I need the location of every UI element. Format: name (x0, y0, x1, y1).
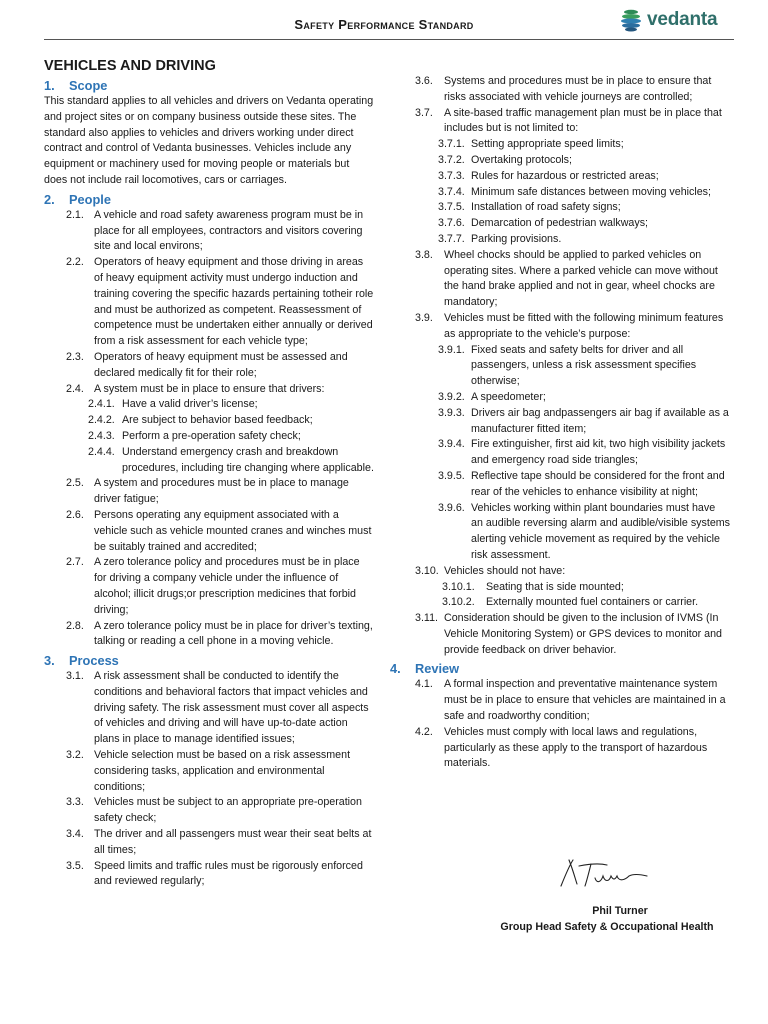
signatory-role: Group Head Safety & Occupational Health (500, 921, 714, 933)
item-number: 3.7.5. (438, 201, 465, 214)
list-item (390, 106, 730, 138)
sub-list-item (44, 429, 374, 445)
list-item (44, 382, 374, 398)
item-number: 2.6. (66, 508, 84, 521)
sub-list-item (390, 595, 730, 611)
item-text: A system and procedures must be in place to manage driver fatigue; (94, 477, 349, 506)
section-number: 1. (44, 78, 55, 93)
item-text: Seating that is side mounted; (486, 580, 624, 593)
list-item (44, 555, 374, 618)
item-number: 2.2. (66, 256, 84, 269)
item-number: 4.2. (415, 725, 433, 738)
section-title: Review (415, 661, 460, 677)
item-text: Parking provisions. (471, 232, 562, 245)
list-item (44, 255, 374, 350)
section-title: Process (69, 653, 119, 669)
section-heading-review (390, 660, 730, 677)
item-text: Wheel chocks should be applied to parked vehicles on operating sites. Where a parked vehicle can move without the hand brake applied and not in gear, wheel chocks are mandatory; (444, 248, 718, 309)
item-number: 3.9.1. (438, 343, 465, 356)
item-number: 2.4.3. (88, 429, 115, 442)
right-column (390, 74, 730, 772)
item-text: Fire extinguisher, first aid kit, two high visibility jackets and emergency road side triangles; (471, 438, 726, 467)
sub-list-item (390, 232, 730, 248)
list-item (390, 74, 730, 106)
section-title: Scope (69, 78, 108, 93)
item-text: Vehicle selection must be based on a risk assessment considering tasks, application and environmental conditions; (94, 749, 351, 793)
list-item (390, 677, 730, 724)
item-number: 3.6. (415, 75, 433, 87)
item-text: Vehicles should not have: (444, 564, 566, 577)
item-text: Speed limits and traffic rules must be rigorously enforced and reviewed regularly; (94, 859, 363, 888)
item-text: A speedometer; (471, 390, 546, 403)
item-number: 3.11. (415, 612, 438, 625)
item-text: Setting appropriate speed limits; (471, 138, 624, 151)
signatory-name: Phil Turner (592, 905, 648, 917)
sub-list-item (44, 445, 374, 477)
item-text: Perform a pre-operation safety check; (122, 429, 301, 442)
item-number: 2.1. (66, 208, 84, 221)
item-number: 2.5. (66, 477, 84, 490)
sub-list-item (44, 397, 374, 413)
item-number: 2.4.4. (88, 445, 115, 458)
item-text: A zero tolerance policy must be in place for driver’s texting, talking or reading a cell phone in a moving vehicle. (94, 619, 373, 648)
list-item (390, 611, 730, 658)
item-text: Operators of heavy equipment must be assessed and declared medically fit for their role; (94, 350, 348, 379)
item-number: 3.9.6. (438, 501, 465, 514)
item-number: 3.7.1. (438, 138, 465, 151)
section-number: 2. (44, 191, 55, 207)
item-number: 3.3. (66, 796, 84, 809)
item-text: A system must be in place to ensure that drivers: (94, 382, 325, 395)
list-item (44, 795, 374, 827)
sub-list-item (390, 153, 730, 169)
item-number: 3.10.2. (442, 596, 475, 609)
item-text: The driver and all passengers must wear their seat belts at all times; (94, 828, 372, 856)
item-text: Drivers air bag andpassengers air bag if available as a manufacturer fitted item; (471, 406, 729, 435)
page-header (0, 0, 768, 40)
section-number: 3. (44, 653, 55, 669)
item-text: Vehicles must be fitted with the following minimum features as appropriate to the vehicle’s purpose: (444, 311, 724, 340)
item-number: 3.7.6. (438, 217, 465, 230)
item-number: 3.5. (66, 859, 84, 872)
item-text: Vehicles working within plant boundaries must have an audible reversing alarm and audible/visible systems alerting vehicle movement as required by the vehicle risk assessment. (471, 501, 731, 561)
item-number: 3.9.4. (438, 438, 465, 451)
sub-list-item (390, 216, 730, 232)
list-item (44, 350, 374, 382)
item-number: 3.8. (415, 248, 433, 261)
scope-paragraph: This standard applies to all vehicles and drivers on Vedanta operating and project sites or on company business outside these sites. The standard also applies to vehicles and drivers working under direct contract and control of Vedanta businesses. Vehicles include any equipment or machinery used for moving people or materials but does not include rail locomotives, cars or carriages. (44, 95, 374, 186)
sub-list-item (390, 580, 730, 596)
item-number: 3.9.2. (438, 390, 465, 403)
section-heading-scope (44, 77, 374, 94)
sub-list-item (390, 501, 730, 564)
item-number: 2.7. (66, 556, 84, 569)
sub-list-item (390, 437, 730, 469)
item-text: A formal inspection and preventative maintenance system must be in place to ensure that vehicles are maintained in a safe and roadworthy condition; (444, 678, 726, 723)
section-heading-people (44, 191, 374, 208)
item-number: 4.1. (415, 678, 433, 691)
item-number: 3.2. (66, 749, 84, 762)
header-divider (44, 39, 734, 40)
item-text: Overtaking protocols; (471, 153, 572, 166)
list-item (390, 564, 730, 580)
item-text: Understand emergency crash and breakdown procedures, including tire changing where applicable. (122, 445, 374, 474)
item-text: Consideration should be given to the inclusion of IVMS (In Vehicle Monitoring System) or GPS devices to monitor and provide feedback on driver behavior. (444, 612, 722, 656)
header-title: Safety Performance Standard (294, 17, 474, 32)
item-text: Have a valid driver’s license; (122, 398, 258, 411)
item-number: 3.10.1. (442, 580, 475, 593)
item-number: 2.4.1. (88, 398, 115, 411)
item-number: 3.9.3. (438, 406, 465, 419)
item-text: Vehicles must be subject to an appropriate pre-operation safety check; (94, 796, 362, 825)
list-item (44, 508, 374, 555)
section-number: 4. (390, 661, 401, 677)
item-text: Minimum safe distances between moving vehicles; (471, 185, 711, 198)
item-text: Installation of road safety signs; (471, 201, 621, 214)
list-item (44, 827, 374, 859)
list-item (44, 208, 374, 255)
item-text: Operators of heavy equipment and those driving in areas of heavy equipment activity must undergo induction and training covering the specific hazards pertaining totheir role and must be authorized as competent. Reassessment of competence must be undertaken either annually or derived from a risk assessment for each vehicle type; (94, 256, 374, 348)
item-number: 3.9.5. (438, 469, 465, 482)
item-number: 3.7.4. (438, 185, 465, 198)
item-number: 3.4. (66, 828, 84, 841)
item-number: 3.7.7. (438, 232, 465, 245)
list-item (44, 859, 374, 891)
item-text: Reflective tape should be considered for the front and rear of the vehicles to enhance visibility at night; (471, 469, 725, 498)
list-item (44, 619, 374, 651)
sub-list-item (390, 343, 730, 390)
sub-list-item (390, 137, 730, 153)
item-number: 3.9. (415, 311, 433, 324)
sub-list-item (390, 406, 730, 438)
item-number: 2.4. (66, 382, 84, 395)
handwritten-signature (555, 856, 655, 892)
sub-list-item (390, 390, 730, 406)
list-item (390, 248, 730, 311)
item-text: Demarcation of pedestrian walkways; (471, 217, 649, 230)
item-number: 3.7.2. (438, 153, 465, 166)
item-text: Vehicles must comply with local laws and regulations, particularly as these apply to the transport of hazardous materials. (444, 725, 708, 770)
item-text: Persons operating any equipment associated with a vehicle such as vehicle mounted cranes and winches must be suitably trained and accredited; (94, 508, 372, 553)
item-number: 2.4.2. (88, 414, 115, 427)
list-item (44, 476, 374, 508)
item-text: Rules for hazardous or restricted areas; (471, 169, 659, 182)
vedanta-logo (620, 6, 717, 34)
logo-text: vedanta (647, 9, 718, 30)
list-item (44, 748, 374, 795)
item-text: Systems and procedures must be in place to ensure that risks associated with vehicle journeys are controlled; (444, 75, 712, 103)
section-heading-process (44, 652, 374, 669)
vedanta-logo-icon (620, 8, 642, 32)
item-number: 3.7.3. (438, 169, 465, 182)
item-number: 3.7. (415, 106, 433, 119)
item-text: Externally mounted fuel containers or carrier. (486, 596, 699, 609)
item-number: 2.3. (66, 350, 84, 363)
item-text: A vehicle and road safety awareness program must be in place for all employees, contractors and visitors covering site and local environs; (94, 208, 364, 253)
sub-list-item (390, 185, 730, 201)
item-text: A zero tolerance policy and procedures must be in place for driving a company vehicle under the influence of alcohol; illicit drugs;or prescription medicines that forbid driving; (94, 556, 360, 616)
item-text: A risk assessment shall be conducted to identify the conditions and behavioral factors that impact vehicles and driving safety. The risk assessment must cover all aspects of vehicles and driving and will have up-to-date action plans in place to manage identified issues; (94, 670, 369, 746)
list-item (390, 725, 730, 772)
sub-list-item (390, 169, 730, 185)
item-text: A site-based traffic management plan must be in place that includes but is not limited to: (444, 106, 722, 135)
left-column (44, 56, 374, 890)
item-number: 3.10. (415, 564, 439, 577)
list-item (44, 669, 374, 748)
section-title: People (69, 191, 111, 207)
item-text: Are subject to behavior based feedback; (122, 414, 313, 427)
item-number: 2.8. (66, 619, 84, 632)
list-item (390, 311, 730, 343)
item-number: 3.1. (66, 670, 84, 683)
document-title: VEHICLES AND DRIVING (44, 58, 216, 74)
sub-list-item (390, 469, 730, 501)
sub-list-item (44, 413, 374, 429)
sub-list-item (390, 200, 730, 216)
item-text: Fixed seats and safety belts for driver and all passengers, unless a risk assessment specifies otherwise; (471, 343, 697, 388)
